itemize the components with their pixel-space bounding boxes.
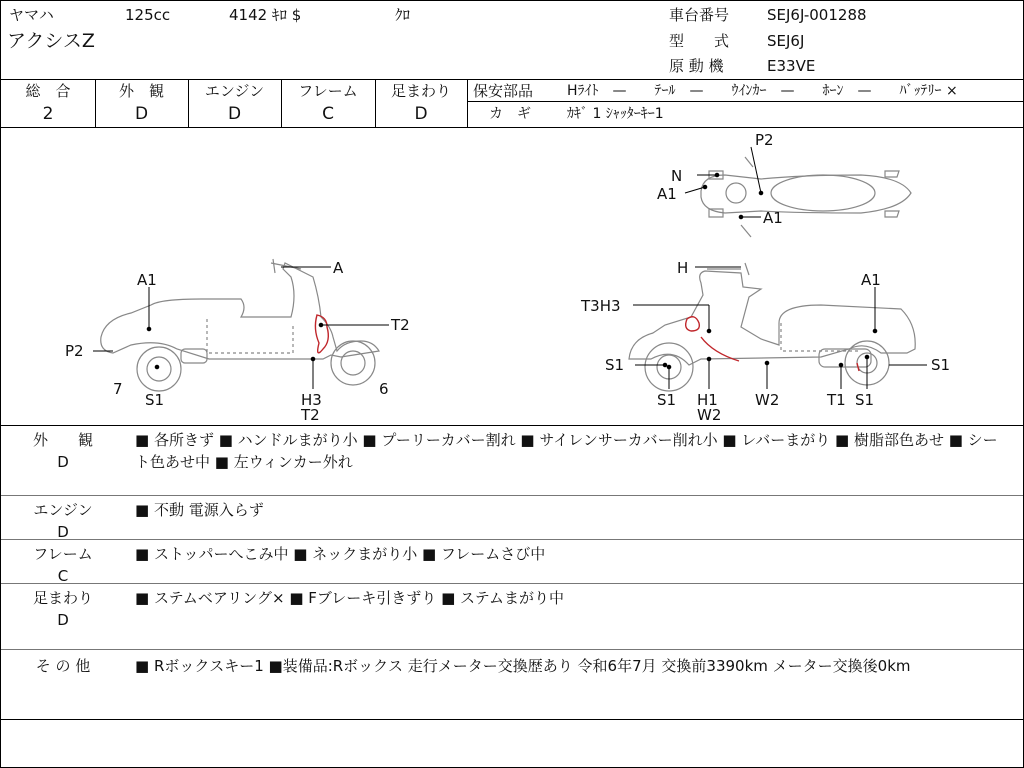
label-top-n: N (671, 167, 683, 185)
label-left-s1: S1 (145, 391, 165, 409)
color: ｸﾛ (395, 6, 411, 24)
section-exterior-text: ■ 各所きず ■ ハンドルまがり小 ■ プーリーカバー割れ ■ サイレンサーカバー削れ小 ■ レバーまがり ■ 樹脂部色あせ ■ シート色あせ中 ■ 左ウィンカー外れ (135, 431, 998, 471)
grade-suspension: 足まわり D (375, 79, 468, 127)
section-frame-text: ■ ストッパーへこみ中 ■ ネックまがり小 ■ フレームさび中 (135, 545, 546, 563)
label-left-6: 6 (379, 380, 389, 398)
key-value: ｶｷﾞ 1 ｼｬｯﾀｰｷｰ1 (567, 106, 664, 122)
maker: ヤマハ (9, 6, 54, 24)
label-left-a1: A1 (137, 271, 157, 289)
section-frame-name: フレーム (33, 545, 93, 563)
label-left-t2-bottom: T2 (301, 406, 320, 424)
header (1, 1, 1023, 80)
label-right-s1-right: S1 (931, 356, 951, 374)
section-separator (1, 719, 1023, 720)
grade-grid (1, 79, 1023, 128)
section-separator (1, 649, 1023, 650)
grade-frame: フレーム C (281, 79, 376, 127)
label-right-t3h3: T3H3 (581, 297, 621, 315)
engine-label: 原 動 機 (669, 57, 724, 75)
frame-no-label: 車台番号 (669, 6, 730, 24)
mileage: 4142 ｷﾛ $ (229, 6, 302, 24)
label-right-h: H (677, 259, 689, 277)
grade-exterior: 外 観 D (95, 79, 189, 127)
label-right-s1-b2: S1 (855, 391, 875, 409)
damage-diagram (1, 127, 1023, 426)
label-left-t2: T2 (391, 316, 410, 334)
section-exterior-name: 外 観 (32, 431, 93, 449)
type-value: SEJ6J (767, 32, 805, 50)
label-right-h1: H1 (697, 391, 718, 409)
leader-lines (93, 147, 927, 389)
frame-no: SEJ6J-001288 (767, 6, 867, 24)
label-left-a: A (333, 259, 344, 277)
scooter-diagram-svg (1, 127, 1023, 425)
section-engine-grade: D (57, 523, 69, 541)
section-suspension-name: 足まわり (32, 589, 93, 607)
displacement: 125cc (125, 6, 171, 24)
safety-items: Hﾗｲﾄ — ﾃｰﾙ — ｳｲﾝｶｰ — ﾎｰﾝ — ﾊﾞｯﾃﾘｰ × (567, 83, 958, 99)
section-other-text: ■ Rボックスキー1 ■装備品:Rボックス 走行メーター交換歴あり 令和6年7月 交換前3390km メーター交換後0km (135, 657, 911, 675)
top-view-scooter (701, 157, 911, 237)
safety-label: 保安部品 (473, 82, 534, 100)
key-label: カ ギ (489, 106, 531, 122)
label-right-w2: W2 (755, 391, 780, 409)
label-top-a1-bottom: A1 (763, 209, 783, 227)
section-engine-text: ■ 不動 電源入らず (135, 501, 264, 519)
section-suspension-grade: D (57, 611, 69, 629)
label-right-s1-b1: S1 (657, 391, 677, 409)
section-frame-grade: C (57, 567, 69, 585)
label-top-a1-left: A1 (657, 185, 677, 203)
label-top-p2: P2 (755, 131, 774, 149)
section-other (1, 651, 1023, 719)
section-suspension (1, 583, 1023, 649)
label-left-7: 7 (113, 380, 123, 398)
label-right-t1: T1 (827, 391, 846, 409)
label-left-h3: H3 (301, 391, 322, 409)
grid-divider (467, 101, 1023, 102)
grade-overall: 総 合 2 (1, 79, 96, 127)
label-right-a1: A1 (861, 271, 881, 289)
label-right-w2-bottom: W2 (697, 406, 722, 424)
section-exterior (1, 425, 1023, 495)
engine-value: E33VE (767, 57, 816, 75)
section-engine (1, 495, 1023, 539)
grade-engine: エンジン D (188, 79, 282, 127)
type-label: 型 式 (669, 32, 730, 50)
section-other-name: そ の 他 (35, 657, 91, 675)
label-right-s1-left: S1 (605, 356, 625, 374)
section-suspension-text: ■ ステムベアリング× ■ Fブレーキ引きずり ■ ステムまがり中 (135, 589, 564, 607)
label-left-p2: P2 (65, 342, 84, 360)
model-name: アクシスZ (7, 30, 95, 52)
section-exterior-grade: D (57, 453, 69, 471)
section-frame (1, 539, 1023, 583)
section-engine-name: エンジン (33, 501, 93, 519)
